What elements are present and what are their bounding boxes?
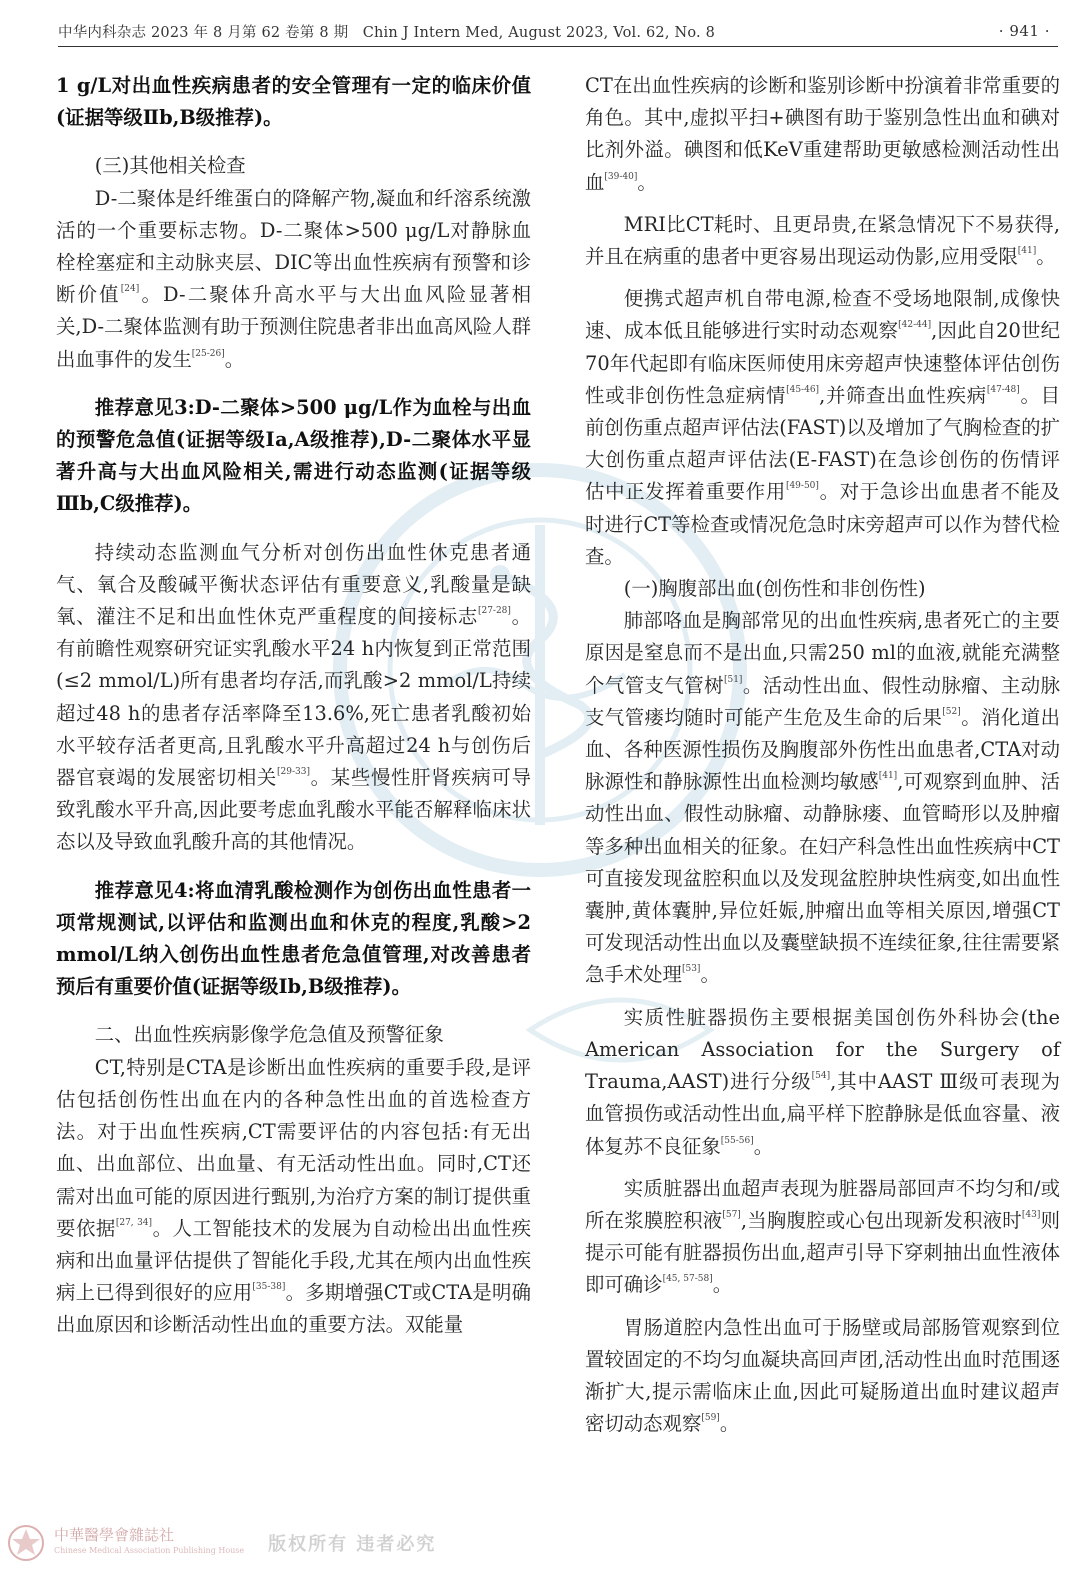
citation: [45-46] xyxy=(786,384,820,395)
citation: [41] xyxy=(878,771,898,782)
header-rule xyxy=(58,46,1058,47)
paragraph-aast: 实质性脏器损伤主要根据美国创伤外科协会(the American Association for the Surgery of Trauma,AAST)进行分级[54],其中AAST Ⅲ级可表现为血管损伤或活动性出血,扁平样下腔静脉是低血容量、液体复苏不良征象[55-56]。 xyxy=(585,1005,1060,1158)
citation: [43] xyxy=(1021,1209,1041,1220)
citation: [45, 57-58] xyxy=(662,1274,713,1285)
citation: [27, 34] xyxy=(115,1217,153,1228)
section-heading-other-tests: (三)其他相关检查 xyxy=(94,154,246,178)
citation: [27-28] xyxy=(477,606,511,617)
citation: [54] xyxy=(811,1071,831,1082)
paragraph-d-dimer: D-二聚体是纤维蛋白的降解产物,凝血和纤溶系统激活的一个重要标志物。D-二聚体>500 μg/L对静脉血栓栓塞症和主动脉夹层、DIC等出血性疾病有预警和诊断价值[24]。D-二聚体升高水平与大出血风险显著相关,D-二聚体监测有助于预测住院患者非出血高风险人群出血事件的发生[25-26]。 xyxy=(56,186,531,371)
citation: [25-26] xyxy=(191,348,225,359)
citation: [47-48] xyxy=(986,384,1020,395)
citation: [51] xyxy=(723,674,743,685)
journal-name-en: Chin J Intern Med, August 2023, Vol. 62, No. 8 xyxy=(362,24,716,41)
paragraph-hemoptysis: 肺部咯血是胸部常见的出血性疾病,患者死亡的主要原因是窒息而不是出血,只需250 ml的血液,就能充满整个气管支气管树[51]。活动性出血、假性动脉瘤、主动脉支气管瘘均随时可能产生危及生命的后果[52]。消化道出血、各种医源性损伤及胸腹部外伤性出血患者,CTA对动脉源性和静脉源性出血检测均敏感[41],可观察到血肿、活动性出血、假性动脉瘤、动静脉瘘、血管畸形以及肿瘤等多种出血相关的征象。在妇产科急性出血性疾病中CT可直接发现盆腔积血以及发现盆腔肿块性病变,如出血性囊肿,黄体囊肿,异位妊娠,肿瘤出血等相关原因,增强CT可发现活动性出血以及囊壁缺损不连续征象,往往需要紧急手术处理[53]。 xyxy=(585,609,1061,987)
paragraph-ultrasound: 便携式超声机自带电源,检查不受场地限制,成像快速、成本低且能够进行实时动态观察[42-44],因此自20世纪70年代起即有临床医师使用床旁超声快速整体评估创伤性或非创伤性急症病情[45-46],并筛查出血性疾病[47-48]。目前创伤重点超声评估法(FAST)以及增加了气胸检查的扩大创伤重点超声评估法(E-FAST)在急诊创伤的伤情评估中正发挥着重要作用[49-50]。对于急诊出血患者不能及时进行CT等检查或情况危急时床旁超声可以作为替代检查。 xyxy=(585,287,1061,568)
paragraph-mri: MRI比CT耗时、且更昂贵,在紧急情况下不易获得,并且在病重的患者中更容易出现运动伪影,应用受限[41]。 xyxy=(585,212,1060,269)
paragraph-ct: CT,特别是CTA是诊断出血性疾病的重要手段,是评估包括创伤性出血在内的各种急性出血的首选检查方法。对于出血性疾病,CT需要评估的内容包括:有无出血、出血部位、出血量、有无活动性出血。同时,CT还需对出血可能的原因进行甄别,为治疗方案的制订提供重要依据[27, 34]。人工智能技术的发展为自动检出出血性疾病和出血量评估提供了智能化手段,尤其在颅内出血性疾病上已得到很好的应用[35-38]。多期增强CT或CTA是明确出血原因和诊断活动性出血的重要方法。双能量 xyxy=(56,1055,532,1337)
paragraph-gi-bleeding: 胃肠道腔内急性出血可于肠壁或局部肠管观察到位置较固定的不均匀血凝块高回声团,活动性出血时范围逐渐扩大,提示需临床止血,因此可疑肠道出血时建议超声密切动态观察[59]。 xyxy=(585,1315,1060,1436)
running-header xyxy=(58,14,1050,48)
citation: [24] xyxy=(120,284,140,295)
citation: [53] xyxy=(681,964,701,975)
citation: [29-33] xyxy=(277,767,310,778)
copyright-slogan: 版权所有 违者必究 xyxy=(268,1534,437,1555)
citation: [49-50] xyxy=(785,481,819,492)
recommendation-3: 推荐意见3:D-二聚体>500 μg/L作为血栓与出血的预警危急值(证据等级Ⅰa,A级推荐),D-二聚体水平显著升高与大出血风险相关,需进行动态监测(证据等级Ⅲb,C级推荐)。 xyxy=(56,395,531,516)
paragraph-lactate: 持续动态监测血气分析对创伤出血性休克患者通气、氧合及酸碱平衡状态评估有重要意义,乳酸量是缺氧、灌注不足和出血性休克严重程度的间接标志[27-28]。有前瞻性观察研究证实乳酸水平24 h内恢复到正常范围(≤2 mmol/L)所有患者均存活,而乳酸>2 mmol/L持续超过48 h的患者存活率降至13.6%,死亡患者乳酸初始水平较存活者更高,且乳酸水平升高超过24 h与创伤后器官衰竭的发展密切相关[29-33]。某些慢性肝肾疾病可导致乳酸水平升高,因此要考虑血乳酸水平能否解释临床状态以及导致血乳酸升高的其他情况。 xyxy=(56,540,532,854)
citation: [52] xyxy=(942,706,961,717)
section-heading-thoracoabdominal: (一)胸腹部出血(创伤性和非创伤性) xyxy=(623,577,926,601)
paragraph-dual-energy-ct: CT在出血性疾病的诊断和鉴别诊断中扮演着非常重要的角色。其中,虚拟平扫+碘图有助于鉴别急性出血和碘对比剂外溢。碘图和低KeV重建帮助更敏感检测活动性出血[39-40]。 xyxy=(585,74,1060,194)
citation: [41] xyxy=(1017,246,1037,257)
citation: [35-38] xyxy=(252,1282,286,1293)
paragraph-parenchymal-ultrasound: 实质脏器出血超声表现为脏器局部回声不均匀和/或所在浆膜腔积液[57],当胸腹腔或心包出现新发积液时[43]则提示可能有脏器损伤出血,超声引导下穿刺抽出血性液体即可确诊[45, 57-58]。 xyxy=(585,1176,1061,1297)
citation: [59] xyxy=(701,1413,720,1424)
citation: [42-44] xyxy=(898,320,932,331)
recommendation-2-tail: 1 g/L对出血性疾病患者的安全管理有一定的临床价值(证据等级Ⅱb,B级推荐)。 xyxy=(56,74,531,130)
publisher-name: 中華醫學會雜誌社 Chinese Medical Association Publishing House xyxy=(54,1526,245,1555)
section-heading-imaging: 二、出血性疾病影像学危急值及预警征象 xyxy=(94,1023,444,1047)
journal-name-cn: 中华内科杂志 2023 年 8 月第 62 卷第 8 期 xyxy=(58,24,349,41)
citation: [55-56] xyxy=(720,1135,754,1146)
publisher-footer xyxy=(6,1523,526,1563)
citation: [57] xyxy=(722,1209,741,1220)
publisher-logo-icon xyxy=(6,1523,46,1563)
left-column xyxy=(56,70,531,1519)
right-column xyxy=(585,70,1060,1519)
citation: [39-40] xyxy=(604,171,638,182)
page-number: · 941 · xyxy=(998,22,1050,40)
recommendation-4: 推荐意见4:将血清乳酸检测作为创伤出血性患者一项常规测试,以评估和监测出血和休克的程度,乳酸>2 mmol/L纳入创伤出血性患者危急值管理,对改善患者预后有重要价值(证据等级Ⅰb,B级推荐)。 xyxy=(56,878,531,999)
journal-citation xyxy=(58,21,999,42)
